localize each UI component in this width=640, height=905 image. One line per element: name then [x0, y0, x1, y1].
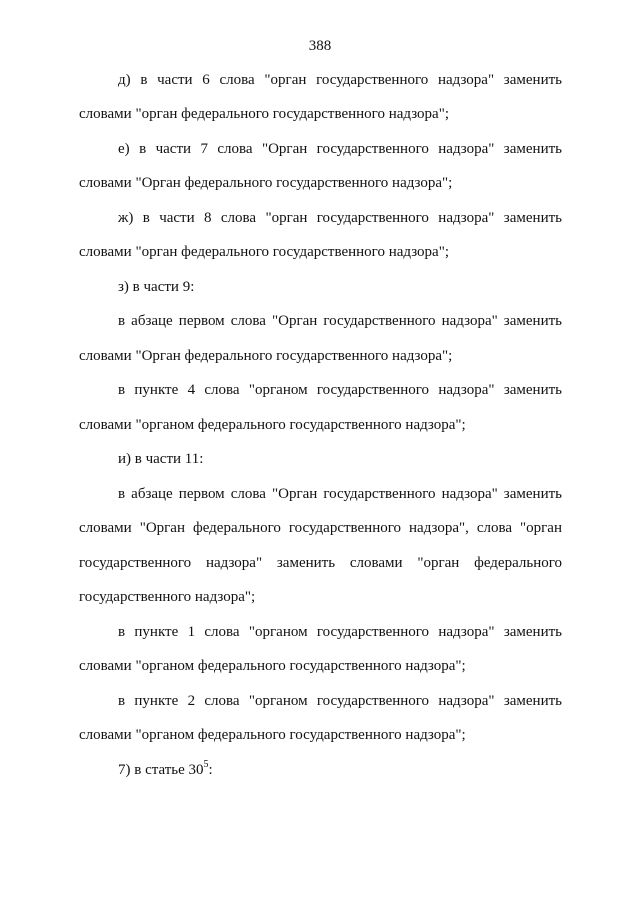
text-line: словами "Орган федерального государственного надзора";: [79, 175, 453, 191]
text-line: словами "органом федерального государственного надзора";: [79, 727, 466, 743]
text-line: и) в части 11:: [118, 451, 204, 467]
text-line: словами "орган федерального государственного надзора";: [79, 244, 449, 260]
text-line: д) в части 6 слова "орган государственного надзора" заменить: [118, 72, 562, 88]
text-line: в абзаце первом слова "Орган государственного надзора" заменить: [118, 486, 562, 502]
text-line: словами "Орган федерального государственного надзора", слова "орган: [79, 520, 562, 536]
text-line: з) в части 9:: [118, 279, 195, 295]
text-line: е) в части 7 слова "Орган государственного надзора" заменить: [118, 141, 562, 157]
text-line: словами "орган федерального государственного надзора";: [79, 106, 449, 122]
text-line: государственного надзора";: [79, 589, 256, 605]
article-superscript: 5: [203, 759, 209, 770]
text-line: государственного надзора" заменить словами "орган федерального: [79, 555, 562, 571]
page-number: 388: [308, 38, 332, 54]
text-line: словами "Орган федерального государственного надзора";: [79, 348, 453, 364]
text-line: словами "органом федерального государственного надзора";: [79, 658, 466, 674]
item-heading: [118, 760, 562, 780]
text-line: в пункте 2 слова "органом государственного надзора" заменить: [118, 693, 562, 709]
text-line: ж) в части 8 слова "орган государственного надзора" заменить: [118, 210, 562, 226]
text-line: в пункте 1 слова "органом государственного надзора" заменить: [118, 624, 562, 640]
item-heading-suffix: :: [208, 762, 213, 778]
text-line: в абзаце первом слова "Орган государственного надзора" заменить: [118, 313, 562, 329]
text-line: словами "органом федерального государственного надзора";: [79, 417, 466, 433]
text-line: в пункте 4 слова "органом государственного надзора" заменить: [118, 382, 562, 398]
item-heading-text: 7) в статье 30: [118, 762, 204, 778]
